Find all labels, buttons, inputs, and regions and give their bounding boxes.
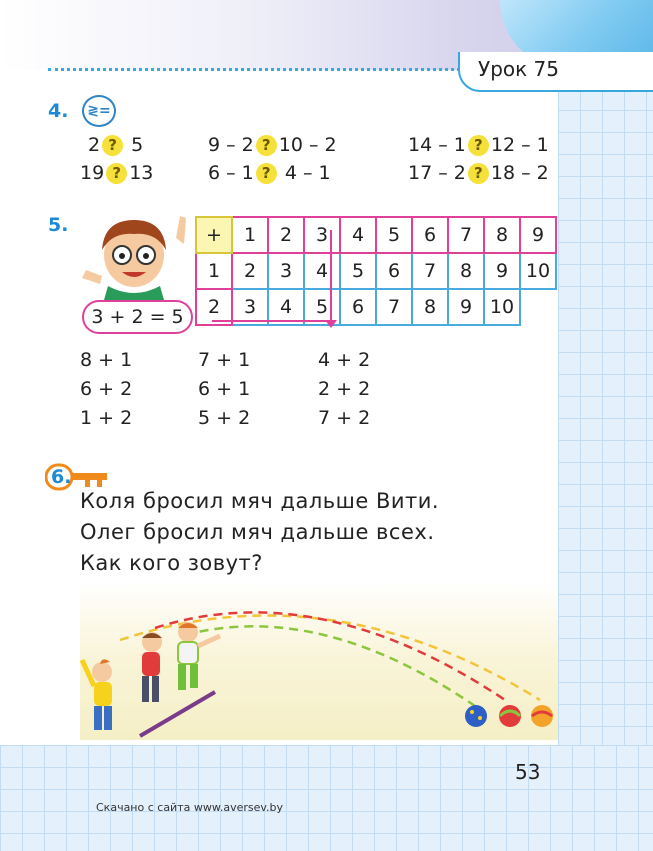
table-cell: 9 [484,253,520,289]
task-6-number: 6. [51,466,72,488]
table-cell: 3 [232,289,268,325]
table-cell: 4 [304,253,340,289]
question-mark-icon: ? [106,163,127,184]
footer-source: Скачано с сайта www.aversev.by [96,801,284,814]
addition-table [195,216,557,326]
expression: 6 + 1 [198,378,251,400]
table-cell: 5 [376,217,412,253]
compare-row1-col3: 14 – 1 ? 12 – 1 [408,134,549,156]
task-5-number: 5. [48,214,69,236]
table-cell: 9 [448,289,484,325]
question-mark-icon: ? [256,163,277,184]
table-cell: 2 [268,217,304,253]
table-cell: 3 [304,217,340,253]
table-cell: 2 [196,289,232,325]
table-cell: 1 [232,217,268,253]
question-mark-icon: ? [468,135,489,156]
expression-column-3 [318,346,370,433]
expression: 7 + 1 [198,349,251,371]
question-mark-icon: ? [468,163,489,184]
table-cell: 10 [484,289,520,325]
table-cell: 6 [340,289,376,325]
table-cell: 2 [232,253,268,289]
story-line: Олег бросил мяч дальше всех. [80,520,435,544]
row-arrow [212,320,330,322]
expression: 6 + 2 [80,378,133,400]
expression-column-2 [198,346,250,433]
expression-column-1 [80,346,132,433]
table-cell: 6 [376,253,412,289]
compare-row2-col1: 19 ? 13 [80,162,154,184]
expression: 5 + 2 [198,407,251,429]
question-mark-icon: ? [102,135,123,156]
expression: 8 + 1 [80,349,133,371]
compare-row1-col1: 2 ? 5 [88,134,144,156]
story-line: Как кого зовут? [80,551,263,575]
table-cell: 3 [268,253,304,289]
header-divider [48,68,460,71]
compare-row2-col2: 6 – 1 ? 4 – 1 [208,162,331,184]
grid-background-bottom [0,745,653,851]
throwing-illustration [80,580,558,740]
compare-row2-col3: 17 – 2 ? 18 – 2 [408,162,549,184]
column-arrow [330,230,332,322]
expression: 1 + 2 [80,407,133,429]
expression: 7 + 2 [318,407,371,429]
table-cell: 8 [448,253,484,289]
grid-background [558,0,653,851]
table-cell: 6 [412,217,448,253]
table-cell-empty [520,289,556,325]
table-cell: 1 [196,253,232,289]
question-mark-icon: ? [256,135,277,156]
table-cell: 4 [340,217,376,253]
story-line: Коля бросил мяч дальше Вити. [80,489,440,513]
table-cell: 5 [340,253,376,289]
task-4-number: 4. [48,100,69,122]
table-cell: 7 [448,217,484,253]
compare-signs-icon: ≷= [82,95,116,127]
example-equation: 3 + 2 = 5 [82,300,193,334]
expression: 4 + 2 [318,349,371,371]
page-number: 53 [515,760,541,784]
table-cell: 5 [304,289,340,325]
table-cell: 4 [268,289,304,325]
table-cell: + [196,217,232,253]
lesson-title: Урок 75 [478,57,560,81]
table-cell: 7 [376,289,412,325]
table-cell: 9 [520,217,556,253]
table-cell: 10 [520,253,556,289]
task-6-text [80,486,439,579]
compare-row1-col2: 9 – 2 ? 10 – 2 [208,134,337,156]
table-cell: 8 [484,217,520,253]
boy-illustration [72,210,194,300]
table-cell: 7 [412,253,448,289]
expression: 2 + 2 [318,378,371,400]
table-cell: 8 [412,289,448,325]
